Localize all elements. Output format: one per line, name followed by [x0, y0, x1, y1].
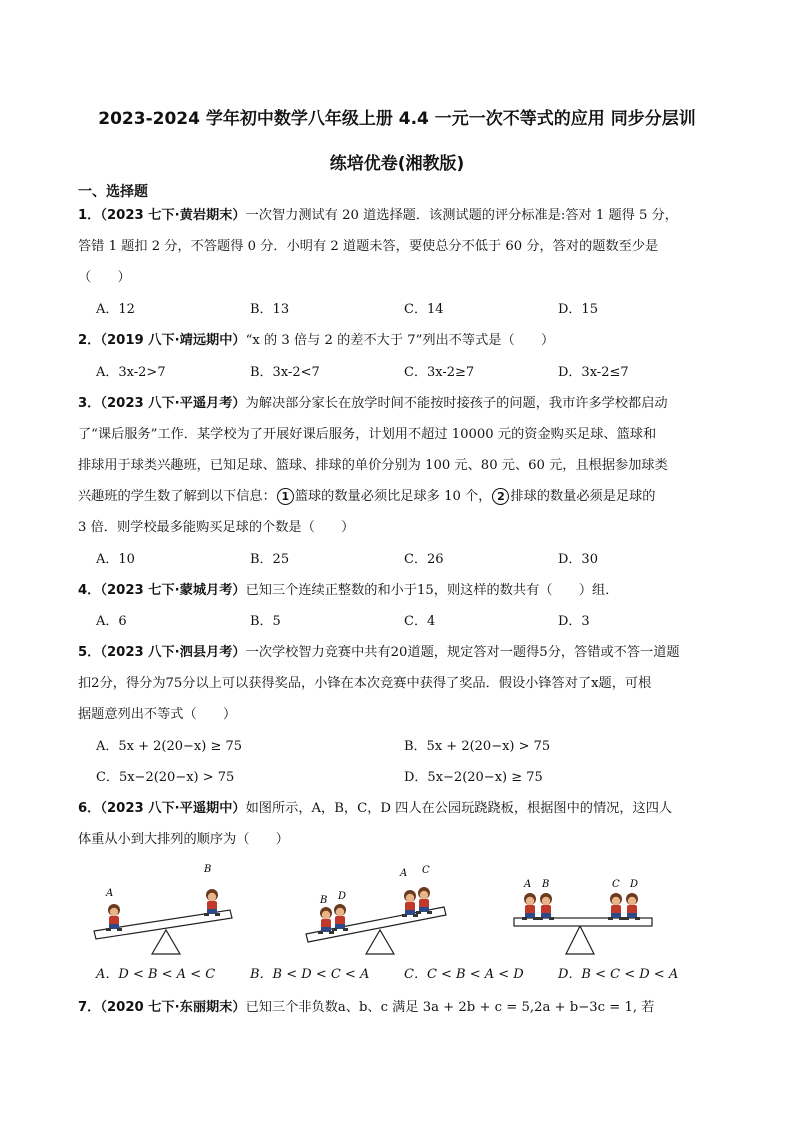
q1-source: （2023 七下·黄岩期末）: [100, 208, 246, 223]
q4-option-c[interactable]: C．4: [404, 614, 436, 629]
f1-label-a: A: [106, 888, 114, 899]
q3-line-4: [78, 488, 728, 506]
q6-option-a[interactable]: A．D < B < A < C: [96, 967, 216, 982]
q6-text-2: 体重从小到大排列的顺序为（ ）: [78, 832, 289, 847]
q2-option-d[interactable]: D．3x-2≤7: [558, 365, 629, 380]
kid-c-3: [608, 893, 624, 920]
q5-text-1: 一次学校智力竞赛中共有20道题，规定答对一题得5分，答错或不答一道题: [245, 645, 680, 660]
q1-text-3: （ ）: [78, 270, 131, 285]
seesaw-figure-2: [306, 865, 446, 954]
q1-text-2: 答错 1 题扣 2 分，不答题得 0 分．小明有 2 道题未答，要使总分不低于 60 分，答对的题数至少是: [78, 239, 659, 254]
q6-number: 6．: [78, 801, 101, 816]
fulcrum-3: [566, 926, 594, 954]
q3-text-2: 了“课后服务”工作．某学校为了开展好课后服务，计划用不超过 10000 元的资金购买足球、篮球和: [78, 427, 657, 442]
q3-option-b[interactable]: B．25: [250, 552, 290, 567]
q4-text-1: 已知三个连续正整数的和小于15，则这样的数共有（ ）组．: [245, 583, 619, 598]
circled-two-icon: 2: [492, 488, 509, 505]
q4-option-d[interactable]: D．3: [558, 614, 590, 629]
q1-option-a[interactable]: A．12: [96, 302, 135, 317]
q5-text-3: 据题意列出不等式（ ）: [78, 707, 237, 722]
seesaw-figures: [80, 858, 720, 958]
q7-text-1: 已知三个非负数a、b、c 满足 3a + 2b + c = 5,2a + b−3c = 1, 若: [245, 1000, 655, 1015]
q2-option-b[interactable]: B．3x-2<7: [250, 365, 320, 380]
q5-option-d[interactable]: D．5x−2(20−x) ≥ 75: [404, 770, 543, 785]
q1-option-b[interactable]: B．13: [250, 302, 290, 317]
q3-text-4c: 排球的数量必须是足球的: [510, 489, 656, 504]
q1-option-d[interactable]: D．15: [558, 302, 598, 317]
q3-line-1: [78, 395, 728, 413]
q3-option-d[interactable]: D．30: [558, 552, 598, 567]
q4-line-1: [78, 582, 728, 600]
circled-one-icon: 1: [277, 488, 294, 505]
q1-text-1: 一次智力测试有 20 道选择题．该测试题的评分标准是:答对 1 题得 5 分，: [245, 208, 678, 223]
q3-source: （2023 八下·平遥月考）: [100, 396, 246, 411]
q2-source: （2019 八下·靖远期中）: [100, 333, 246, 348]
q2-option-a[interactable]: A．3x-2>7: [96, 365, 166, 380]
f2-label-b: B: [320, 895, 328, 906]
q6-text-1: 如图所示，A，B，C，D 四人在公园玩跷跷板，根据图中的情况，这四人: [245, 801, 673, 816]
q4-option-b[interactable]: B．5: [250, 614, 281, 629]
f2-label-a: A: [400, 868, 408, 879]
fulcrum-2: [366, 930, 394, 954]
q4-number: 4．: [78, 583, 101, 598]
q6-option-d[interactable]: D．B < C < D < A: [558, 967, 679, 982]
q3-option-a[interactable]: A．10: [96, 552, 135, 567]
seesaw-figure-1: [94, 864, 232, 954]
q4-source: （2023 七下·蒙城月考）: [100, 583, 246, 598]
f1-label-b: B: [204, 864, 212, 875]
f2-label-c: C: [422, 865, 430, 876]
title-line-1: 2023-2024 学年初中数学八年级上册 4.4 一元一次不等式的应用 同步分层训: [98, 109, 696, 129]
q2-number: 2．: [78, 333, 101, 348]
q3-text-4a: 兴趣班的学生数了解到以下信息：: [78, 489, 276, 504]
q5-number: 5．: [78, 645, 101, 660]
q4-option-a[interactable]: A．6: [96, 614, 127, 629]
kid-b-3: [538, 893, 554, 920]
fulcrum-1: [152, 930, 180, 954]
kid-a-3: [522, 893, 538, 920]
q2-option-c[interactable]: C．3x-2≥7: [404, 365, 475, 380]
q7-source: （2020 七下·东丽期末）: [100, 1000, 246, 1015]
q3-text-4b: 篮球的数量必须比足球多 10 个，: [294, 489, 492, 504]
section-heading: 一、选择题: [78, 184, 148, 200]
q3-text-5: 3 倍．则学校最多能购买足球的个数是（ ）: [78, 520, 355, 535]
f3-label-d: D: [630, 879, 639, 890]
q3-text-3: 排球用于球类兴趣班，已知足球、篮球、排球的单价分别为 100 元、80 元、60 元，且根据参加球类: [78, 458, 668, 473]
q6-source: （2023 八下·平遥期中）: [100, 801, 246, 816]
q6-line-1: [78, 800, 728, 818]
q5-text-2: 扣2分，得分为75分以上可以获得奖品，小锋在本次竞赛中获得了奖品．假设小锋答对了x题，可根: [78, 676, 652, 691]
q7-number: 7．: [78, 1000, 101, 1015]
q2-text-1: “x 的 3 倍与 2 的差不大于 7”列出不等式是（ ）: [245, 333, 555, 348]
q3-option-c[interactable]: C．26: [404, 552, 444, 567]
q5-option-a[interactable]: A．5x + 2(20−x) ≥ 75: [96, 739, 243, 754]
q1-option-c[interactable]: C．14: [404, 302, 444, 317]
kid-d-3: [624, 893, 640, 920]
title-line-2: 练培优卷(湘教版): [329, 154, 465, 174]
f3-label-a: A: [524, 879, 532, 890]
q6-option-b[interactable]: B．B < D < C < A: [250, 967, 370, 982]
f3-label-c: C: [612, 879, 620, 890]
q3-text-1: 为解决部分家长在放学时间不能按时接孩子的问题，我市许多学校都启动: [245, 396, 668, 411]
q5-option-b[interactable]: B．5x + 2(20−x) > 75: [404, 739, 551, 754]
q6-option-c[interactable]: C．C < B < A < D: [404, 967, 524, 982]
q2-line-1: [78, 332, 728, 350]
f3-label-b: B: [542, 879, 550, 890]
seesaw-figure-3: [514, 879, 652, 954]
q7-line-1: [78, 999, 728, 1017]
f2-label-d: D: [338, 891, 347, 902]
q1-number: 1．: [78, 208, 101, 223]
q5-option-c[interactable]: C．5x−2(20−x) > 75: [96, 770, 235, 785]
q5-line-1: [78, 644, 728, 662]
q3-number: 3．: [78, 396, 101, 411]
q1-line-1: [78, 207, 728, 225]
q5-source: （2023 八下·泗县月考）: [100, 645, 246, 660]
